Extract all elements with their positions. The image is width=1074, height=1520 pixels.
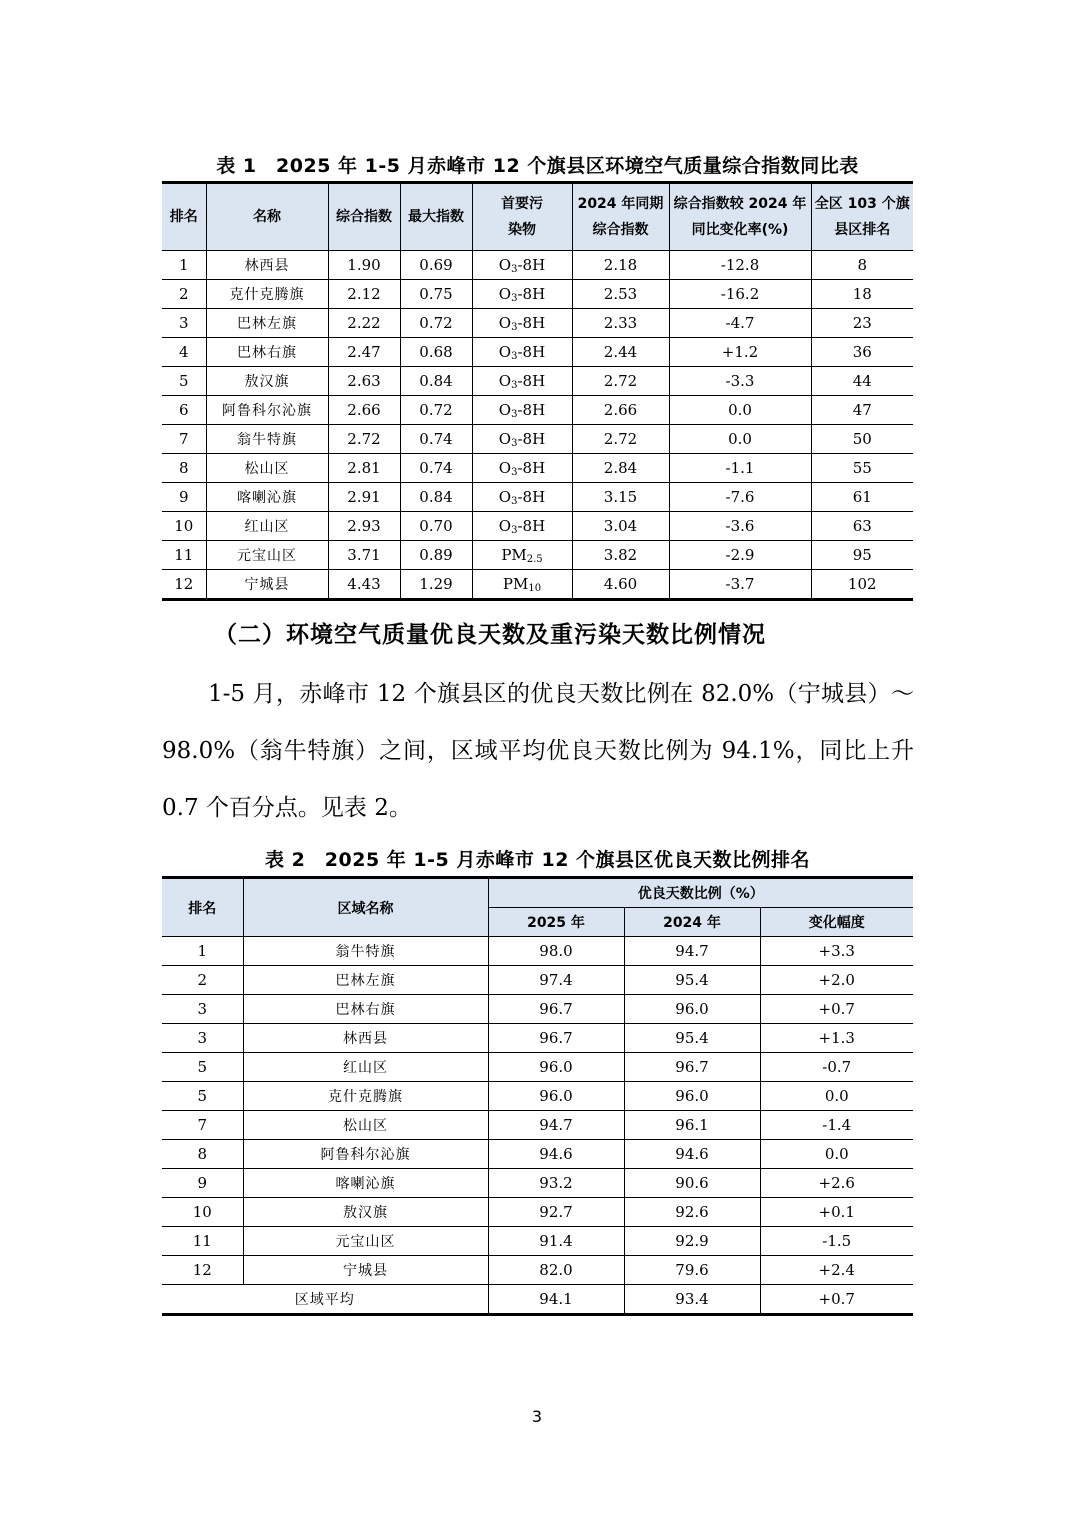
page-number: 3 bbox=[531, 1407, 543, 1426]
pollutant-main: O bbox=[498, 430, 512, 448]
pollutant-main: O bbox=[498, 488, 512, 506]
t2-rank-header: 排名 bbox=[162, 878, 243, 937]
pollutant-suffix: -8H bbox=[517, 256, 546, 274]
prev-index-cell: 3.04 bbox=[572, 512, 669, 541]
pollutant-subscript: 3 bbox=[511, 380, 518, 391]
t2-2024-cell: 92.6 bbox=[624, 1198, 760, 1227]
name-cell: 元宝山区 bbox=[206, 541, 328, 570]
col-pollutant-header: 首要污染物 bbox=[472, 183, 572, 251]
t2-2025-cell: 96.7 bbox=[488, 995, 624, 1024]
max-index-cell: 0.74 bbox=[400, 425, 472, 454]
index-cell: 2.12 bbox=[328, 280, 400, 309]
t2-name-cell: 林西县 bbox=[243, 1024, 488, 1053]
max-index-cell: 0.89 bbox=[400, 541, 472, 570]
name-cell: 巴林右旗 bbox=[206, 338, 328, 367]
name-cell: 松山区 bbox=[206, 454, 328, 483]
pollutant-cell bbox=[472, 454, 572, 483]
index-cell: 2.93 bbox=[328, 512, 400, 541]
t2-name-cell: 松山区 bbox=[243, 1111, 488, 1140]
pollutant-subscript: 3 bbox=[511, 409, 518, 420]
pollutant-main: O bbox=[498, 401, 512, 419]
index-cell: 3.71 bbox=[328, 541, 400, 570]
t2-2025-cell: 96.7 bbox=[488, 1024, 624, 1053]
table2-row bbox=[162, 1256, 913, 1285]
t2-rank-cell: 3 bbox=[162, 1024, 243, 1053]
region-rank-cell: 55 bbox=[811, 454, 913, 483]
pollutant-main: O bbox=[498, 372, 512, 390]
max-index-cell: 0.75 bbox=[400, 280, 472, 309]
prev-index-cell: 3.15 bbox=[572, 483, 669, 512]
t2-change-cell: -1.5 bbox=[760, 1227, 913, 1256]
name-cell: 喀喇沁旗 bbox=[206, 483, 328, 512]
table1-row bbox=[162, 338, 913, 367]
t2-name-cell: 红山区 bbox=[243, 1053, 488, 1082]
index-cell: 2.63 bbox=[328, 367, 400, 396]
t2-2024-cell: 96.0 bbox=[624, 1082, 760, 1111]
table2-row bbox=[162, 995, 913, 1024]
prev-index-cell: 2.44 bbox=[572, 338, 669, 367]
t2-change-cell: 0.0 bbox=[760, 1082, 913, 1111]
pollutant-subscript: 3 bbox=[511, 496, 518, 507]
max-index-cell: 0.74 bbox=[400, 454, 472, 483]
table1-row bbox=[162, 251, 913, 280]
t2-2024-header: 2024 年 bbox=[624, 908, 760, 937]
table1-row bbox=[162, 512, 913, 541]
table2-average-row bbox=[162, 1285, 913, 1315]
region-rank-cell: 102 bbox=[811, 570, 913, 600]
t2-name-cell: 喀喇沁旗 bbox=[243, 1169, 488, 1198]
rank-cell: 2 bbox=[162, 280, 206, 309]
prev-index-cell: 4.60 bbox=[572, 570, 669, 600]
pollutant-cell bbox=[472, 541, 572, 570]
table1-row bbox=[162, 483, 913, 512]
prev-index-cell: 3.82 bbox=[572, 541, 669, 570]
name-cell: 红山区 bbox=[206, 512, 328, 541]
t2-name-cell: 巴林右旗 bbox=[243, 995, 488, 1024]
t2-change-cell: +2.4 bbox=[760, 1256, 913, 1285]
t2-2024-cell: 92.9 bbox=[624, 1227, 760, 1256]
t2-change-cell: 0.0 bbox=[760, 1140, 913, 1169]
t2-rank-cell: 2 bbox=[162, 966, 243, 995]
t2-2024-cell: 90.6 bbox=[624, 1169, 760, 1198]
t2-2024-cell: 96.0 bbox=[624, 995, 760, 1024]
table2-row bbox=[162, 1082, 913, 1111]
change-rate-cell: -3.7 bbox=[669, 570, 811, 600]
col-name-header: 名称 bbox=[206, 183, 328, 251]
t2-group-header: 优良天数比例（%） bbox=[488, 878, 913, 908]
table1-row bbox=[162, 454, 913, 483]
t2-rank-cell: 7 bbox=[162, 1111, 243, 1140]
t2-2024-cell: 96.1 bbox=[624, 1111, 760, 1140]
pollutant-cell bbox=[472, 483, 572, 512]
pollutant-subscript: 3 bbox=[511, 525, 518, 536]
t2-2025-cell: 92.7 bbox=[488, 1198, 624, 1227]
pollutant-cell bbox=[472, 367, 572, 396]
table1-row bbox=[162, 396, 913, 425]
max-index-cell: 0.69 bbox=[400, 251, 472, 280]
table1-row bbox=[162, 309, 913, 338]
change-rate-cell: 0.0 bbox=[669, 425, 811, 454]
region-rank-cell: 95 bbox=[811, 541, 913, 570]
t2-2025-cell: 91.4 bbox=[488, 1227, 624, 1256]
pollutant-cell bbox=[472, 338, 572, 367]
t2-average-change: +0.7 bbox=[760, 1285, 913, 1315]
index-cell: 4.43 bbox=[328, 570, 400, 600]
change-rate-cell: +1.2 bbox=[669, 338, 811, 367]
t2-rank-cell: 11 bbox=[162, 1227, 243, 1256]
t2-change-cell: +2.0 bbox=[760, 966, 913, 995]
t2-2025-cell: 97.4 bbox=[488, 966, 624, 995]
t2-name-cell: 敖汉旗 bbox=[243, 1198, 488, 1227]
t2-2025-cell: 82.0 bbox=[488, 1256, 624, 1285]
pollutant-suffix: -8H bbox=[517, 517, 546, 535]
name-cell: 巴林左旗 bbox=[206, 309, 328, 338]
prev-index-cell: 2.33 bbox=[572, 309, 669, 338]
region-rank-cell: 36 bbox=[811, 338, 913, 367]
t2-rank-cell: 3 bbox=[162, 995, 243, 1024]
table2-row bbox=[162, 1198, 913, 1227]
rank-cell: 6 bbox=[162, 396, 206, 425]
t2-2024-cell: 94.6 bbox=[624, 1140, 760, 1169]
table2-row bbox=[162, 1227, 913, 1256]
pollutant-main: O bbox=[498, 314, 512, 332]
pollutant-suffix: -8H bbox=[517, 488, 546, 506]
max-index-cell: 0.84 bbox=[400, 483, 472, 512]
table1-caption: 表 1 2025 年 1-5 月赤峰市 12 个旗县区环境空气质量综合指数同比表 bbox=[216, 155, 859, 177]
rank-cell: 11 bbox=[162, 541, 206, 570]
change-rate-cell: -12.8 bbox=[669, 251, 811, 280]
rank-cell: 7 bbox=[162, 425, 206, 454]
max-index-cell: 0.84 bbox=[400, 367, 472, 396]
section-heading: （二）环境空气质量优良天数及重污染天数比例情况 bbox=[214, 622, 766, 648]
t2-name-cell: 阿鲁科尔沁旗 bbox=[243, 1140, 488, 1169]
table2-row bbox=[162, 1024, 913, 1053]
pollutant-suffix: -8H bbox=[517, 343, 546, 361]
col-region-rank-header: 全区 103 个旗县区排名 bbox=[811, 183, 913, 251]
body-paragraph: 1-5 月，赤峰市 12 个旗县区的优良天数比例在 82.0%（宁城县）～98.0%（翁牛特旗）之间，区域平均优良天数比例为 94.1%，同比上升 0.7 个百分点。见表 2。 bbox=[162, 681, 914, 821]
pollutant-subscript: 3 bbox=[511, 467, 518, 478]
pollutant-subscript: 3 bbox=[511, 351, 518, 362]
pollutant-main: O bbox=[498, 285, 512, 303]
pollutant-main: PM bbox=[502, 575, 529, 593]
t2-name-cell: 巴林左旗 bbox=[243, 966, 488, 995]
change-rate-cell: -3.3 bbox=[669, 367, 811, 396]
t2-change-cell: -0.7 bbox=[760, 1053, 913, 1082]
name-cell: 阿鲁科尔沁旗 bbox=[206, 396, 328, 425]
pollutant-subscript: 3 bbox=[511, 322, 518, 333]
pollutant-subscript: 3 bbox=[511, 438, 518, 449]
col-prev-header: 2024 年同期综合指数 bbox=[572, 183, 669, 251]
max-index-cell: 1.29 bbox=[400, 570, 472, 600]
index-cell: 1.90 bbox=[328, 251, 400, 280]
pollutant-cell bbox=[472, 280, 572, 309]
t2-rank-cell: 8 bbox=[162, 1140, 243, 1169]
rank-cell: 4 bbox=[162, 338, 206, 367]
t2-name-cell: 翁牛特旗 bbox=[243, 937, 488, 966]
change-rate-cell: -16.2 bbox=[669, 280, 811, 309]
pollutant-cell bbox=[472, 396, 572, 425]
t2-rank-cell: 9 bbox=[162, 1169, 243, 1198]
t2-2025-cell: 94.6 bbox=[488, 1140, 624, 1169]
pollutant-main: O bbox=[498, 343, 512, 361]
max-index-cell: 0.72 bbox=[400, 396, 472, 425]
pollutant-suffix: -8H bbox=[517, 430, 546, 448]
t2-rank-cell: 12 bbox=[162, 1256, 243, 1285]
col-rank-header: 排名 bbox=[162, 183, 206, 251]
table1-header-row bbox=[162, 183, 913, 251]
pollutant-cell bbox=[472, 425, 572, 454]
pollutant-suffix: -8H bbox=[517, 401, 546, 419]
table1-row bbox=[162, 541, 913, 570]
name-cell: 宁城县 bbox=[206, 570, 328, 600]
table2-good-days-ranking bbox=[162, 876, 913, 1316]
max-index-cell: 0.70 bbox=[400, 512, 472, 541]
t2-2024-cell: 95.4 bbox=[624, 1024, 760, 1053]
prev-index-cell: 2.72 bbox=[572, 367, 669, 396]
change-rate-cell: 0.0 bbox=[669, 396, 811, 425]
table2-row bbox=[162, 1111, 913, 1140]
pollutant-cell bbox=[472, 251, 572, 280]
index-cell: 2.81 bbox=[328, 454, 400, 483]
col-index-header: 综合指数 bbox=[328, 183, 400, 251]
region-rank-cell: 44 bbox=[811, 367, 913, 396]
table1-row bbox=[162, 367, 913, 396]
t2-2024-cell: 79.6 bbox=[624, 1256, 760, 1285]
index-cell: 2.91 bbox=[328, 483, 400, 512]
t2-average-label: 区域平均 bbox=[162, 1285, 488, 1315]
index-cell: 2.22 bbox=[328, 309, 400, 338]
t2-rank-cell: 10 bbox=[162, 1198, 243, 1227]
table2-header-row1 bbox=[162, 878, 913, 908]
name-cell: 林西县 bbox=[206, 251, 328, 280]
name-cell: 敖汉旗 bbox=[206, 367, 328, 396]
t2-average-y2025: 94.1 bbox=[488, 1285, 624, 1315]
table2-row bbox=[162, 937, 913, 966]
t2-2025-cell: 98.0 bbox=[488, 937, 624, 966]
pollutant-main: O bbox=[498, 517, 512, 535]
region-rank-cell: 50 bbox=[811, 425, 913, 454]
t2-name-cell: 元宝山区 bbox=[243, 1227, 488, 1256]
t2-change-cell: +3.3 bbox=[760, 937, 913, 966]
t2-rank-cell: 5 bbox=[162, 1082, 243, 1111]
table1-row bbox=[162, 425, 913, 454]
prev-index-cell: 2.66 bbox=[572, 396, 669, 425]
region-rank-cell: 47 bbox=[811, 396, 913, 425]
rank-cell: 8 bbox=[162, 454, 206, 483]
t2-change-cell: +0.1 bbox=[760, 1198, 913, 1227]
index-cell: 2.66 bbox=[328, 396, 400, 425]
t2-2025-cell: 94.7 bbox=[488, 1111, 624, 1140]
pollutant-main: O bbox=[498, 459, 512, 477]
t2-2024-cell: 94.7 bbox=[624, 937, 760, 966]
pollutant-suffix: -8H bbox=[517, 314, 546, 332]
rank-cell: 9 bbox=[162, 483, 206, 512]
t2-rank-cell: 5 bbox=[162, 1053, 243, 1082]
t2-change-cell: +0.7 bbox=[760, 995, 913, 1024]
table2-row bbox=[162, 966, 913, 995]
t2-change-cell: +1.3 bbox=[760, 1024, 913, 1053]
index-cell: 2.47 bbox=[328, 338, 400, 367]
t2-change-cell: -1.4 bbox=[760, 1111, 913, 1140]
rank-cell: 10 bbox=[162, 512, 206, 541]
change-rate-cell: -2.9 bbox=[669, 541, 811, 570]
region-rank-cell: 8 bbox=[811, 251, 913, 280]
table2-caption: 表 2 2025 年 1-5 月赤峰市 12 个旗县区优良天数比例排名 bbox=[264, 849, 811, 871]
t2-average-y2024: 93.4 bbox=[624, 1285, 760, 1315]
name-cell: 翁牛特旗 bbox=[206, 425, 328, 454]
pollutant-main: O bbox=[498, 256, 512, 274]
max-index-cell: 0.72 bbox=[400, 309, 472, 338]
max-index-cell: 0.68 bbox=[400, 338, 472, 367]
index-cell: 2.72 bbox=[328, 425, 400, 454]
region-rank-cell: 63 bbox=[811, 512, 913, 541]
t2-2025-header: 2025 年 bbox=[488, 908, 624, 937]
change-rate-cell: -7.6 bbox=[669, 483, 811, 512]
prev-index-cell: 2.72 bbox=[572, 425, 669, 454]
col-change-header: 综合指数较 2024 年同比变化率(%) bbox=[669, 183, 811, 251]
rank-cell: 3 bbox=[162, 309, 206, 338]
pollutant-main: PM bbox=[501, 546, 527, 564]
t2-2025-cell: 96.0 bbox=[488, 1053, 624, 1082]
t2-name-cell: 克什克腾旗 bbox=[243, 1082, 488, 1111]
change-rate-cell: -4.7 bbox=[669, 309, 811, 338]
table1-row bbox=[162, 570, 913, 600]
t2-region-header: 区域名称 bbox=[243, 878, 488, 937]
t2-name-cell: 宁城县 bbox=[243, 1256, 488, 1285]
t2-rank-cell: 1 bbox=[162, 937, 243, 966]
rank-cell: 5 bbox=[162, 367, 206, 396]
t2-change-header: 变化幅度 bbox=[760, 908, 913, 937]
t2-2024-cell: 96.7 bbox=[624, 1053, 760, 1082]
rank-cell: 12 bbox=[174, 575, 194, 593]
prev-index-cell: 2.53 bbox=[572, 280, 669, 309]
pollutant-suffix: -8H bbox=[517, 285, 546, 303]
change-rate-cell: -3.6 bbox=[669, 512, 811, 541]
pollutant-cell bbox=[472, 512, 572, 541]
t2-2025-cell: 96.0 bbox=[488, 1082, 624, 1111]
prev-index-cell: 2.84 bbox=[572, 454, 669, 483]
table1-air-quality-index bbox=[162, 181, 913, 601]
t2-2024-cell: 95.4 bbox=[624, 966, 760, 995]
name-cell: 克什克腾旗 bbox=[206, 280, 328, 309]
region-rank-cell: 18 bbox=[811, 280, 913, 309]
t2-change-cell: +2.6 bbox=[760, 1169, 913, 1198]
pollutant-subscript: 3 bbox=[511, 293, 518, 304]
region-rank-cell: 23 bbox=[811, 309, 913, 338]
pollutant-subscript: 2.5 bbox=[526, 554, 543, 565]
pollutant-subscript: 10 bbox=[528, 583, 542, 594]
rank-cell: 1 bbox=[162, 251, 206, 280]
table2-row bbox=[162, 1140, 913, 1169]
pollutant-subscript: 3 bbox=[511, 264, 518, 275]
region-rank-cell: 61 bbox=[811, 483, 913, 512]
table2-row bbox=[162, 1169, 913, 1198]
table1-row bbox=[162, 280, 913, 309]
pollutant-suffix: -8H bbox=[517, 372, 546, 390]
table2-row bbox=[162, 1053, 913, 1082]
pollutant-cell bbox=[472, 309, 572, 338]
pollutant-suffix: -8H bbox=[517, 459, 546, 477]
t2-2025-cell: 93.2 bbox=[488, 1169, 624, 1198]
change-rate-cell: -1.1 bbox=[669, 454, 811, 483]
col-max-header: 最大指数 bbox=[400, 183, 472, 251]
pollutant-cell bbox=[472, 570, 572, 600]
prev-index-cell: 2.18 bbox=[572, 251, 669, 280]
